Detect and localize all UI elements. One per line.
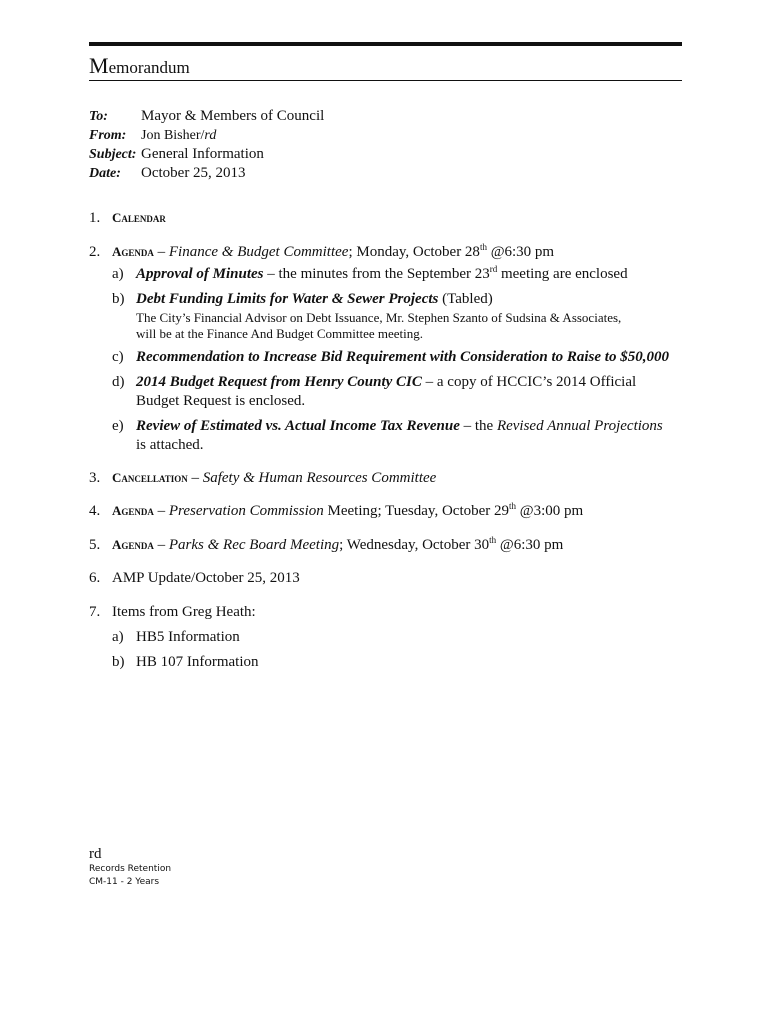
item-1: 1. Calendar [89,210,166,226]
item-2b-note-2: will be at the Finance And Budget Committee meeting. [136,326,424,341]
item-2d-continued: Budget Request is enclosed. [136,393,306,409]
item-7b: b) HB 107 Information [112,654,259,670]
item-2e-continued: is attached. [136,437,204,453]
item-2c: c) Recommendation to Increase Bid Requirement with Consideration to Raise to $50,000 [112,349,669,365]
item-7a: a) HB5 Information [112,629,240,645]
item-2b-note-1: The City’s Financial Advisor on Debt Issuance, Mr. Stephen Szanto of Sudsina & Associates, [136,310,622,325]
item-2e: e) Review of Estimated vs. Actual Income Tax Revenue – the Revised Annual Projections [112,418,663,434]
item-4: 4. Agenda – Preservation Commission Meeting; Tuesday, October 29th @3:00 pm [89,501,584,519]
to-line: To: Mayor & Members of Council [89,108,325,124]
records-retention-label: Records Retention [89,864,172,874]
footer-initials: rd [89,846,102,862]
item-6: 6. AMP Update/October 25, 2013 [89,570,300,586]
memo-title: Memorandum [89,53,190,78]
records-retention-code: CM-11 - 2 Years [89,877,160,887]
item-2d: d) 2014 Budget Request from Henry County CIC – a copy of HCCIC’s 2014 Official [112,374,637,390]
item-2a: a) Approval of Minutes – the minutes from the September 23rd meeting are enclosed [112,264,628,282]
from-line: From: Jon Bisher/rd [89,128,217,143]
subject-line: Subject: General Information [89,146,264,162]
title-rule [89,80,682,81]
top-rule [89,42,682,46]
item-5: 5. Agenda – Parks & Rec Board Meeting; Wednesday, October 30th @6:30 pm [89,535,564,553]
item-2: 2. Agenda – Finance & Budget Committee; Monday, October 28th @6:30 pm [89,242,555,260]
date-line: Date: October 25, 2013 [89,165,246,181]
item-2b: b) Debt Funding Limits for Water & Sewer Projects (Tabled) [112,291,493,307]
item-7: 7. Items from Greg Heath: [89,604,256,620]
item-3: 3. Cancellation – Safety & Human Resources Committee [89,470,437,486]
